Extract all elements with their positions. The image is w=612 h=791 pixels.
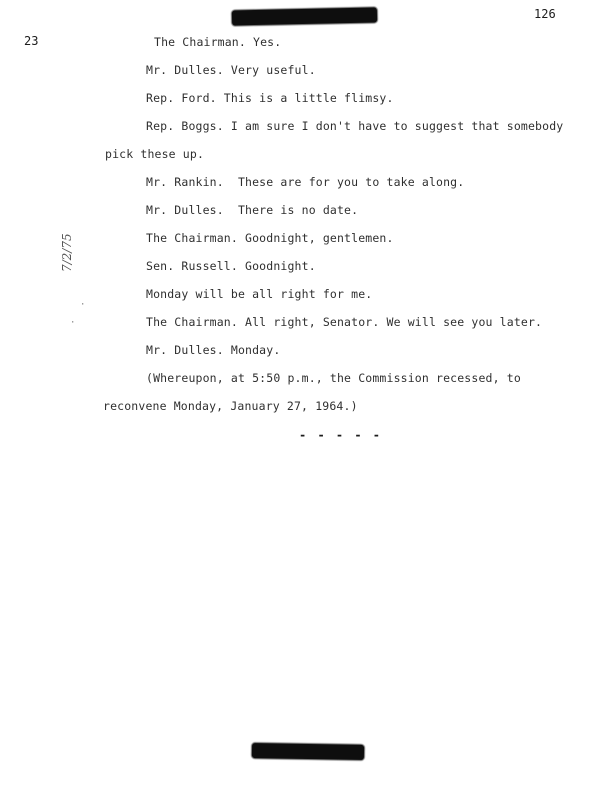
transcript-line: Mr. Rankin. These are for you to take along. [146, 175, 465, 189]
transcript-line: Mr. Dulles. Monday. [146, 343, 281, 357]
transcript-line: The Chairman. Goodnight, gentlemen. [146, 231, 394, 245]
transcript-line: Sen. Russell. Goodnight. [146, 259, 316, 273]
redaction-bar-top [232, 7, 377, 25]
page-number: 126 [534, 7, 556, 21]
transcript-line: pick these up. [105, 147, 205, 161]
transcript-line: The Chairman. All right, Senator. We will see you later. [146, 315, 543, 329]
transcript-line: (Whereupon, at 5:50 p.m., the Commission recessed, to [146, 371, 521, 385]
handwritten-margin-note: 7/2/75 [60, 233, 74, 272]
transcript-line: Rep. Ford. This is a little flimsy. [146, 91, 394, 105]
transcript-line: Mr. Dulles. There is no date. [146, 203, 359, 217]
transcript-line: The Chairman. Yes. [154, 35, 282, 49]
end-of-session-mark: - - - - - [299, 428, 383, 442]
transcript-line: Rep. Boggs. I am sure I don't have to suggest that somebody [146, 119, 564, 133]
line-number: 23 [24, 34, 39, 48]
redaction-bar-bottom [252, 743, 364, 760]
transcript-line: reconvene Monday, January 27, 1964.) [103, 399, 358, 413]
transcript-line: Monday will be all right for me. [146, 287, 373, 301]
transcript-line: Mr. Dulles. Very useful. [146, 63, 316, 77]
margin-mark: · [80, 300, 86, 310]
margin-mark: · [70, 318, 76, 328]
